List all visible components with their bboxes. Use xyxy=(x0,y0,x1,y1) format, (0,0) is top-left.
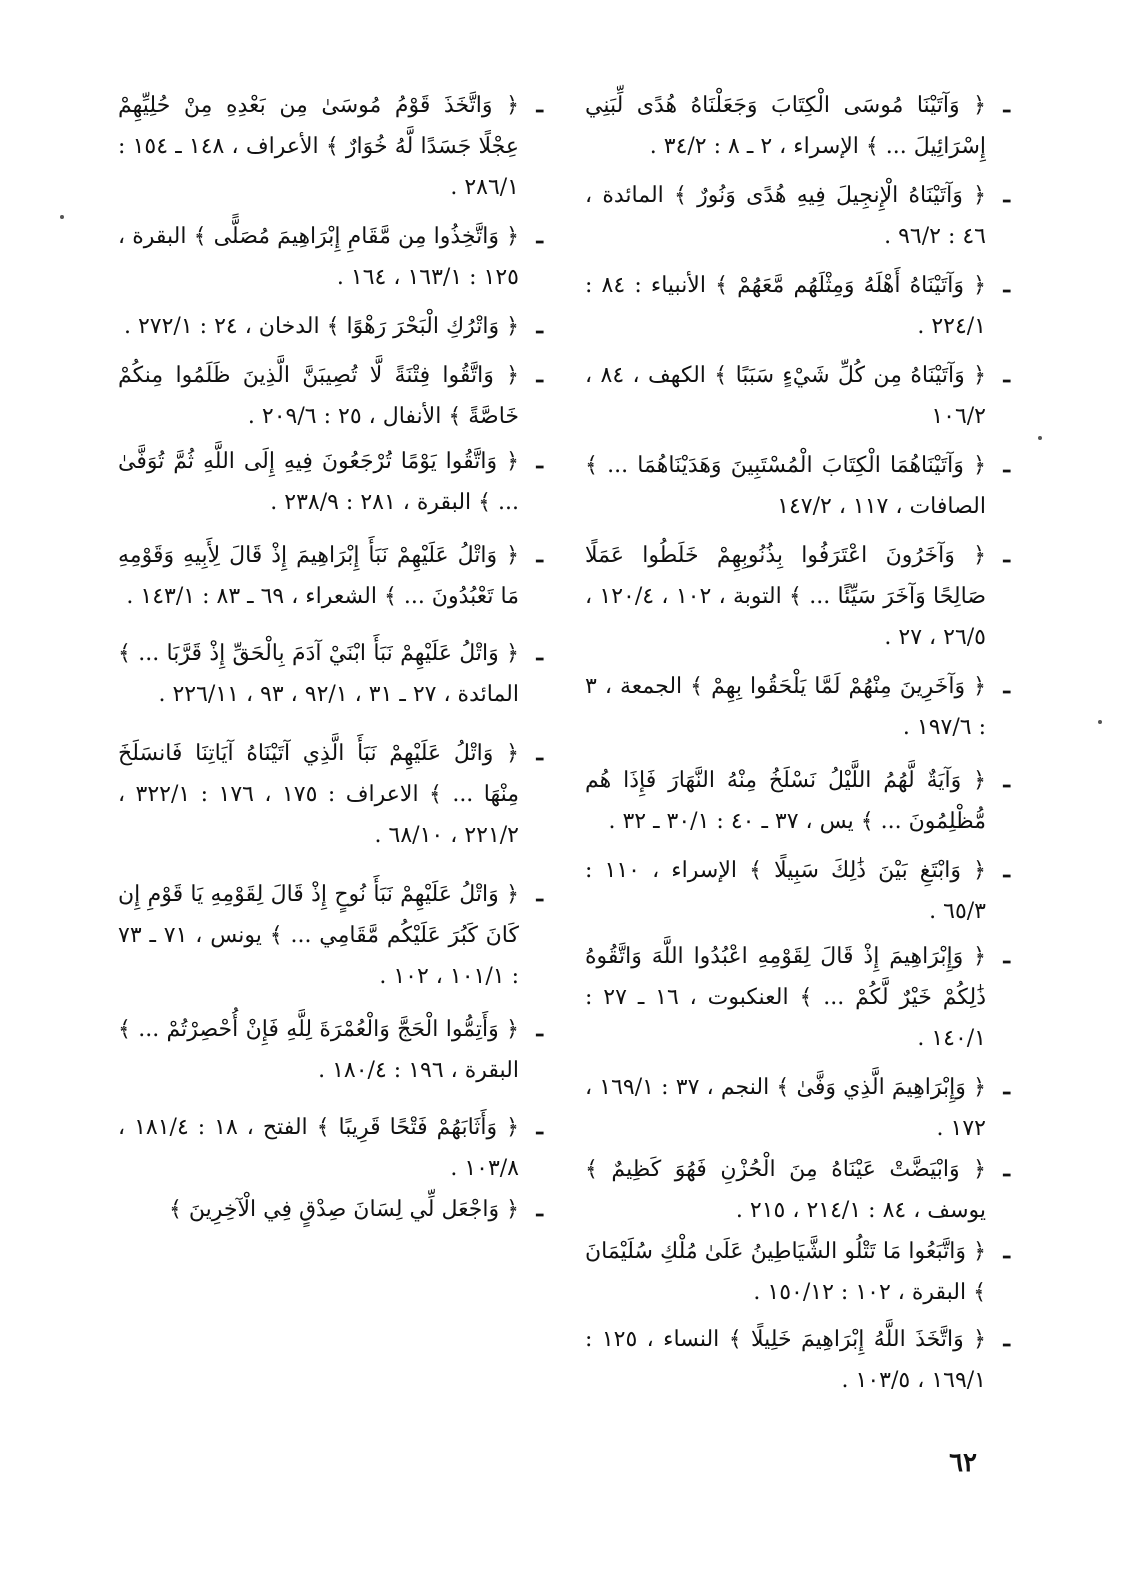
entry-text: ﴿ وَاتَّقُوا يَوْمًا تُرْجَعُونَ فِيهِ إِلَى اللَّهِ ثُمَّ تُوَفَّىٰ ... ﴾ البقرة ، ٢٨١ : ٢٣٨/٩ . xyxy=(118,449,519,515)
entry-text: ﴿ وَإِبْرَاهِيمَ إِذْ قَالَ لِقَوْمِهِ اعْبُدُوا اللَّهَ وَاتَّقُوهُ ذَٰلِكُمْ خَيْرٌ لَّكُمْ ... ﴾ العنكبوت ، ١٦ ـ ٢٧ : ١٤٠/١ . xyxy=(585,944,986,1051)
entry-text: ﴿ وَاتْلُ عَلَيْهِمْ نَبَأَ إِبْرَاهِيمَ إِذْ قَالَ لِأَبِيهِ وَقَوْمِهِ مَا تَعْبُدُونَ ... ﴾ الشعراء ، ٦٩ ـ ٨٣ : ١٤٣/١ . xyxy=(118,543,519,609)
entry-text: ﴿ وَاتَّبَعُوا مَا تَتْلُو الشَّيَاطِينُ عَلَىٰ مُلْكِ سُلَيْمَانَ ﴾ البقرة ، ١٠٢ : ١٥٠/١٢ . xyxy=(585,1239,986,1305)
index-entry xyxy=(585,1231,1010,1313)
entry-dash: ـ xyxy=(1003,943,1010,969)
index-column-left xyxy=(118,85,543,1230)
entry-text: ﴿ وَآتَيْنَاهُ الْإِنجِيلَ فِيهِ هُدًى وَنُورٌ ﴾ المائدة ، ٤٦ : ٩٦/٢ . xyxy=(585,183,986,249)
index-entry xyxy=(118,874,543,997)
entry-dash: ـ xyxy=(536,92,543,118)
index-entry xyxy=(118,633,543,715)
page-number: ٦٢ xyxy=(949,1448,977,1478)
entry-text: ﴿ وَآخَرِينَ مِنْهُمْ لَمَّا يَلْحَقُوا بِهِمْ ﴾ الجمعة ، ٣ : ١٩٧/٦ . xyxy=(585,674,986,740)
entry-dash: ـ xyxy=(1003,362,1010,388)
entry-dash: ـ xyxy=(536,1114,543,1140)
entry-text: ﴿ وَاتْلُ عَلَيْهِمْ نَبَأَ الَّذِي آتَيْنَاهُ آيَاتِنَا فَانسَلَخَ مِنْهَا ... ﴾ الاعراف : ١٧٥ ، ١٧٦ : ٣٢٢/١ ، ٢٢١/٢ ، ٦٨/١٠ . xyxy=(118,741,520,848)
entry-text: ﴿ وَاتْلُ عَلَيْهِمْ نَبَأَ نُوحٍ إِذْ قَالَ لِقَوْمِهِ يَا قَوْمِ إِن كَانَ كَبُرَ عَلَيْكُم مَّقَامِي ... ﴾ يونس ، ٧١ ـ ٧٣ : ١٠١/١ ، ١٠٢ . xyxy=(118,882,519,989)
entry-dash: ـ xyxy=(1003,542,1010,568)
entry-dash: ـ xyxy=(1003,272,1010,298)
entry-dash: ـ xyxy=(536,362,543,388)
entry-dash: ـ xyxy=(1003,1326,1010,1352)
entry-text: ﴿ وَاتْرُكِ الْبَحْرَ رَهْوًا ﴾ الدخان ، ٢٤ : ٢٧٢/١ . xyxy=(123,314,519,339)
entry-text: ﴿ وَآتَيْنَا مُوسَى الْكِتَابَ وَجَعَلْنَاهُ هُدًى لِّبَنِي إِسْرَائِيلَ ... ﴾ الإسراء ، ٢ ـ ٨ : ٣٤/٢ . xyxy=(585,93,986,159)
index-entry xyxy=(585,1149,1010,1231)
index-entry xyxy=(585,760,1010,842)
scan-speck xyxy=(1098,720,1102,724)
entry-dash: ـ xyxy=(1003,92,1010,118)
entry-text: ﴿ وَإِبْرَاهِيمَ الَّذِي وَفَّىٰ ﴾ النجم ، ٣٧ : ١٦٩/١ ، ١٧٢ . xyxy=(585,1075,986,1141)
entry-dash: ـ xyxy=(536,448,543,474)
entry-text: ﴿ وَاجْعَل لِّي لِسَانَ صِدْقٍ فِي الْآخِرِينَ ﴾ xyxy=(169,1197,519,1222)
entry-dash: ـ xyxy=(536,542,543,568)
entry-dash: ـ xyxy=(1003,857,1010,883)
index-entry xyxy=(585,355,1010,437)
entry-text: ﴿ وَابْيَضَّتْ عَيْنَاهُ مِنَ الْحُزْنِ فَهُوَ كَظِيمٌ ﴾ يوسف ، ٨٤ : ٢١٤/١ ، ٢١٥ . xyxy=(585,1157,986,1223)
index-entry xyxy=(585,535,1010,658)
entry-text: ﴿ وَآتَيْنَاهُ أَهْلَهُ وَمِثْلَهُم مَّعَهُمْ ﴾ الأنبياء : ٨٤ : ٢٢٤/١ . xyxy=(585,273,986,339)
index-entry xyxy=(585,265,1010,347)
entry-text: ﴿ وَآتَيْنَاهُ مِن كُلِّ شَيْءٍ سَبَبًا ﴾ الكهف ، ٨٤ ، ١٠٦/٢ xyxy=(585,363,987,429)
entry-dash: ـ xyxy=(1003,767,1010,793)
index-entry xyxy=(118,216,543,298)
entry-dash: ـ xyxy=(536,313,543,339)
scan-speck xyxy=(1038,436,1042,440)
entry-text: ﴿ وَاتْلُ عَلَيْهِمْ نَبَأَ ابْنَيْ آدَمَ بِالْحَقِّ إِذْ قَرَّبَا ... ﴾ المائدة ، ٢٧ ـ ٣١ ، ٩٢/١ ، ٩٣ ، ٢٢٦/١١ . xyxy=(118,641,519,707)
entry-text: ﴿ وَابْتَغِ بَيْنَ ذَٰلِكَ سَبِيلًا ﴾ الإسراء ، ١١٠ : ٦٥/٣ . xyxy=(585,858,986,924)
index-entry xyxy=(585,1319,1010,1401)
index-entry xyxy=(585,445,1010,527)
index-entry xyxy=(118,733,543,856)
index-entry xyxy=(585,936,1010,1059)
entry-dash: ـ xyxy=(1003,1156,1010,1182)
index-entry xyxy=(585,85,1010,167)
entry-text: ﴿ وَآخَرُونَ اعْتَرَفُوا بِذُنُوبِهِمْ خَلَطُوا عَمَلًا صَالِحًا وَآخَرَ سَيِّئًا ... ﴾ التوبة ، ١٠٢ ، ١٢٠/٤ ، ٢٦/٥ ، ٢٧ . xyxy=(585,543,986,650)
entry-text: ﴿ وَاتَّخَذَ اللَّهُ إِبْرَاهِيمَ خَلِيلًا ﴾ النساء ، ١٢٥ : ١٦٩/١ ، ١٠٣/٥ . xyxy=(585,1327,986,1393)
index-entry xyxy=(118,441,543,523)
entry-dash: ـ xyxy=(536,740,543,766)
scan-speck xyxy=(60,215,64,219)
entry-dash: ـ xyxy=(536,881,543,907)
index-entry xyxy=(118,306,543,347)
entry-dash: ـ xyxy=(1003,673,1010,699)
index-entry xyxy=(585,850,1010,932)
index-entry xyxy=(118,1009,543,1091)
index-entry xyxy=(118,355,543,437)
entry-dash: ـ xyxy=(536,223,543,249)
entry-text: ﴿ وَاتَّخَذَ قَوْمُ مُوسَىٰ مِن بَعْدِهِ مِنْ حُلِيِّهِمْ عِجْلًا جَسَدًا لَّهُ خُوَارٌ ﴾ الأعراف ، ١٤٨ ـ ١٥٤ : ٢٨٦/١ . xyxy=(118,93,520,200)
entry-text: ﴿ وَآتَيْنَاهُمَا الْكِتَابَ الْمُسْتَبِينَ وَهَدَيْنَاهُمَا ... ﴾ الصافات ، ١١٧ ، ١٤٧/٢ xyxy=(585,453,986,519)
index-column-right xyxy=(585,85,1010,1401)
index-entry xyxy=(118,1107,543,1189)
index-entry xyxy=(585,666,1010,748)
entry-dash: ـ xyxy=(1003,1074,1010,1100)
entry-dash: ـ xyxy=(536,1196,543,1222)
entry-dash: ـ xyxy=(1003,452,1010,478)
index-entry xyxy=(118,535,543,617)
entry-text: ﴿ وَاتَّخِذُوا مِن مَّقَامِ إِبْرَاهِيمَ مُصَلًّى ﴾ البقرة ، ١٢٥ : ١٦٣/١ ، ١٦٤ . xyxy=(118,224,519,290)
entry-dash: ـ xyxy=(536,640,543,666)
entry-dash: ـ xyxy=(536,1016,543,1042)
index-entry xyxy=(585,175,1010,257)
index-entry xyxy=(118,85,543,208)
index-entry xyxy=(585,1067,1010,1149)
index-entry xyxy=(118,1189,543,1230)
entry-text: ﴿ وَآيَةٌ لَّهُمُ اللَّيْلُ نَسْلَخُ مِنْهُ النَّهَارَ فَإِذَا هُم مُّظْلِمُونَ ... ﴾ يس ، ٣٧ ـ ٤٠ : ٣٠/١ ـ ٣٢ . xyxy=(585,768,986,834)
entry-text: ﴿ وَاتَّقُوا فِتْنَةً لَّا تُصِيبَنَّ الَّذِينَ ظَلَمُوا مِنكُمْ خَاصَّةً ﴾ الأنفال ، ٢٥ : ٢٠٩/٦ . xyxy=(118,363,519,429)
entry-dash: ـ xyxy=(1003,182,1010,208)
entry-dash: ـ xyxy=(1003,1238,1010,1264)
entry-text: ﴿ وَأَثَابَهُمْ فَتْحًا قَرِيبًا ﴾ الفتح ، ١٨ : ١٨١/٤ ، ١٠٣/٨ . xyxy=(118,1115,520,1181)
entry-text: ﴿ وَأَتِمُّوا الْحَجَّ وَالْعُمْرَةَ لِلَّهِ فَإِنْ أُحْصِرْتُمْ ... ﴾ البقرة ، ١٩٦ : ١٨٠/٤ . xyxy=(118,1017,519,1083)
